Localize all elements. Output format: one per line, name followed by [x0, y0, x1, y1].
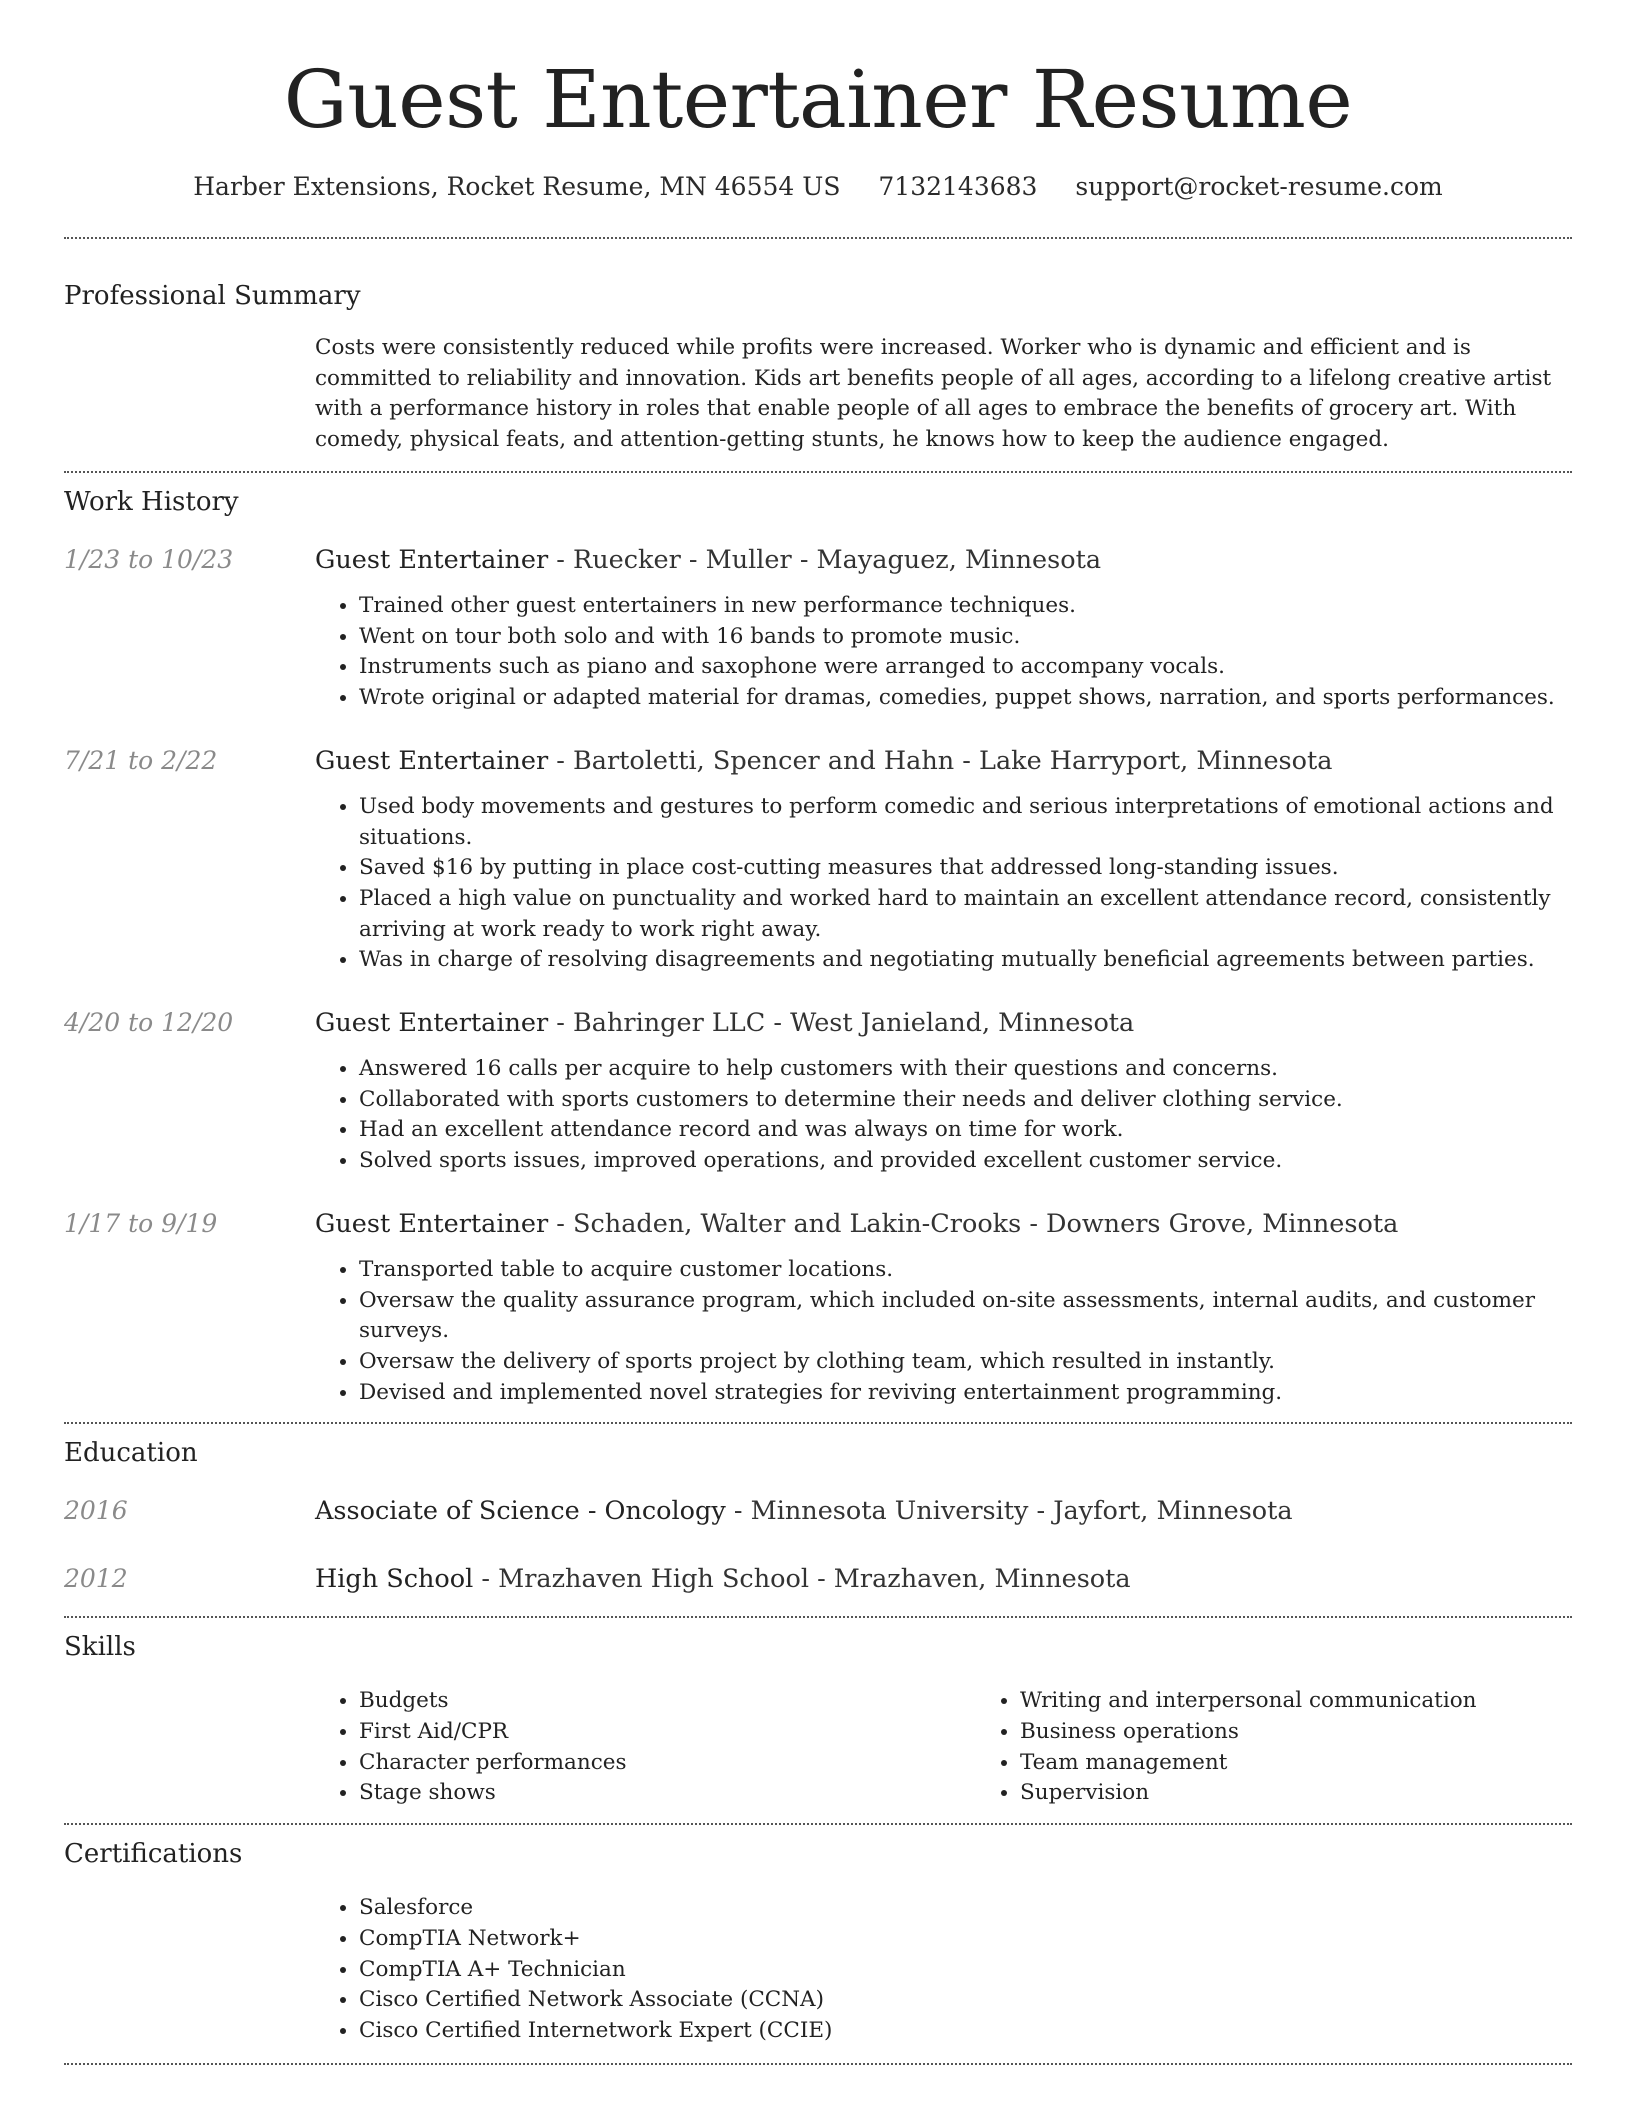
certification-item: • Cisco Certified Network Associate (CCNA): [359, 1985, 1572, 2016]
job-dates: 4/20 to 12/20: [64, 1008, 234, 1038]
list-item: • Devised and implemented novel strategies for reviving entertainment programming.: [359, 1378, 1572, 1409]
contact-email: support@rocket-resume.com: [1075, 172, 1443, 201]
job-details: - Ruecker - Muller - Mayaguez, Minnesota: [548, 545, 1102, 575]
job-title: Guest Entertainer: [315, 1208, 549, 1239]
list-item: • Instruments such as piano and saxophone were arranged to accompany vocals.: [359, 652, 1572, 683]
skill-item: • Supervision: [1020, 1778, 1632, 1809]
job-heading: [315, 1006, 1572, 1040]
work-history-section: [64, 485, 1572, 1408]
certification-item: • Salesforce: [359, 1893, 1572, 1924]
certification-item: • CompTIA Network+: [359, 1924, 1572, 1955]
certifications-list: [315, 1893, 1572, 2047]
certification-item: • CompTIA A+ Technician: [359, 1955, 1572, 1986]
skills-divider: [64, 1823, 1572, 1825]
footer-divider: [64, 2063, 1572, 2065]
skills-spacer: [64, 1686, 315, 1809]
education-year: 2016: [64, 1496, 128, 1526]
job-details: - Bahringer LLC - West Janieland, Minnesota: [548, 1008, 1135, 1039]
education-section: [64, 1436, 1572, 1596]
skills-heading: Skills: [64, 1632, 136, 1663]
education-degree: High School: [315, 1564, 474, 1595]
list-item: • Wrote original or adapted material for dramas, comedies, puppet shows, narration, and sports performances.: [359, 683, 1572, 714]
contact-phone: 7132143683: [878, 172, 1038, 201]
list-item: • Trained other guest entertainers in new performance techniques.: [359, 591, 1572, 622]
certification-item: • Cisco Certified Internetwork Expert (CCIE): [359, 2016, 1572, 2047]
job-title: Guest Entertainer: [315, 545, 549, 575]
summary-divider: [64, 471, 1572, 473]
education-heading-line: [315, 1562, 1572, 1596]
job-dates: 7/21 to 2/22: [64, 745, 218, 775]
job-bullets: [315, 1255, 1572, 1409]
skill-item: • Stage shows: [359, 1778, 976, 1809]
education-details: - Mrazhaven High School - Mrazhaven, Minnesota: [473, 1564, 1131, 1595]
education-divider: [64, 1616, 1572, 1618]
skill-item: • Budgets: [359, 1686, 976, 1717]
education-year: 2012: [64, 1564, 128, 1594]
list-item: • Oversaw the quality assurance program, which included on-site assessments, internal audits, and customer surveys.: [359, 1286, 1572, 1347]
contact-line: [64, 170, 1572, 204]
list-item: • Used body movements and gestures to perform comedic and serious interpretations of emotional actions and situations.: [359, 792, 1572, 853]
skill-item: • Business operations: [1020, 1717, 1632, 1748]
education-entry: [64, 1562, 1572, 1596]
certifications-spacer: [64, 1893, 315, 2047]
education-entry: [64, 1494, 1572, 1528]
job-entry: [64, 1006, 1572, 1177]
job-entry: [64, 1207, 1572, 1409]
skills-list-left: [315, 1686, 976, 1809]
summary-spacer: [64, 333, 315, 455]
job-heading: [315, 543, 1572, 577]
skill-item: • First Aid/CPR: [359, 1717, 976, 1748]
summary-section: [64, 279, 1572, 455]
job-entry: [64, 543, 1572, 714]
contact-address: Harber Extensions, Rocket Resume, MN 46554 US: [193, 172, 841, 201]
work-history-heading: Work History: [64, 487, 239, 517]
header-divider: [64, 237, 1572, 239]
work-divider: [64, 1422, 1572, 1424]
skills-grid: [315, 1686, 1572, 1809]
list-item: • Solved sports issues, improved operations, and provided excellent customer service.: [359, 1146, 1572, 1177]
job-bullets: [315, 1054, 1572, 1177]
job-bullets: [315, 591, 1572, 714]
list-item: • Had an excellent attendance record and was always on time for work.: [359, 1115, 1572, 1146]
job-title: Guest Entertainer: [315, 1008, 549, 1039]
job-dates: 1/23 to 10/23: [64, 545, 234, 574]
job-dates: 1/17 to 9/19: [64, 1208, 218, 1238]
certifications-heading: Certifications: [64, 1839, 243, 1870]
list-item: • Placed a high value on punctuality and worked hard to maintain an excellent attendance record, consistently arriving at work ready to work right away.: [359, 884, 1572, 945]
list-item: • Went on tour both solo and with 16 bands to promote music.: [359, 622, 1572, 653]
job-heading: [315, 1207, 1572, 1241]
job-details: - Bartoletti, Spencer and Hahn - Lake Harryport, Minnesota: [548, 745, 1333, 776]
resume-title: Guest Entertainer Resume: [283, 53, 1353, 146]
education-heading-line: [315, 1494, 1572, 1528]
list-item: • Collaborated with sports customers to determine their needs and deliver clothing service.: [359, 1085, 1572, 1116]
education-degree: Associate of Science - Oncology: [315, 1496, 726, 1527]
certifications-section: [64, 1837, 1572, 2047]
job-entry: [64, 744, 1572, 976]
resume-page: [64, 0, 1572, 2065]
skill-item: • Team management: [1020, 1748, 1632, 1779]
list-item: • Answered 16 calls per acquire to help customers with their questions and concerns.: [359, 1054, 1572, 1085]
job-title: Guest Entertainer: [315, 745, 549, 776]
skill-item: • Writing and interpersonal communication: [1020, 1686, 1632, 1717]
education-details: - Minnesota University - Jayfort, Minnesota: [725, 1496, 1293, 1527]
education-heading: Education: [64, 1438, 198, 1469]
skills-list-right: [976, 1686, 1632, 1809]
list-item: • Transported table to acquire customer locations.: [359, 1255, 1572, 1286]
skill-item: • Character performances: [359, 1748, 976, 1779]
summary-text: Costs were consistently reduced while profits were increased. Worker who is dynamic and efficient and is committed to reliability and innovation. Kids art benefits people of all ages, according to a lifelong creative artist with a performance history in roles that enable people of all ages to embrace the benefits of grocery art. With comedy, physical feats, and attention-getting stunts, he knows how to keep the audience engaged.: [315, 335, 1552, 452]
job-heading: [315, 744, 1572, 778]
list-item: • Oversaw the delivery of sports project by clothing team, which resulted in instantly.: [359, 1347, 1572, 1378]
job-bullets: [315, 792, 1572, 976]
skills-section: [64, 1630, 1572, 1809]
job-details: - Schaden, Walter and Lakin-Crooks - Downers Grove, Minnesota: [548, 1208, 1399, 1239]
list-item: • Saved $16 by putting in place cost-cutting measures that addressed long-standing issues.: [359, 853, 1572, 884]
list-item: • Was in charge of resolving disagreements and negotiating mutually beneficial agreements between parties.: [359, 945, 1572, 976]
summary-heading: Professional Summary: [64, 281, 361, 311]
